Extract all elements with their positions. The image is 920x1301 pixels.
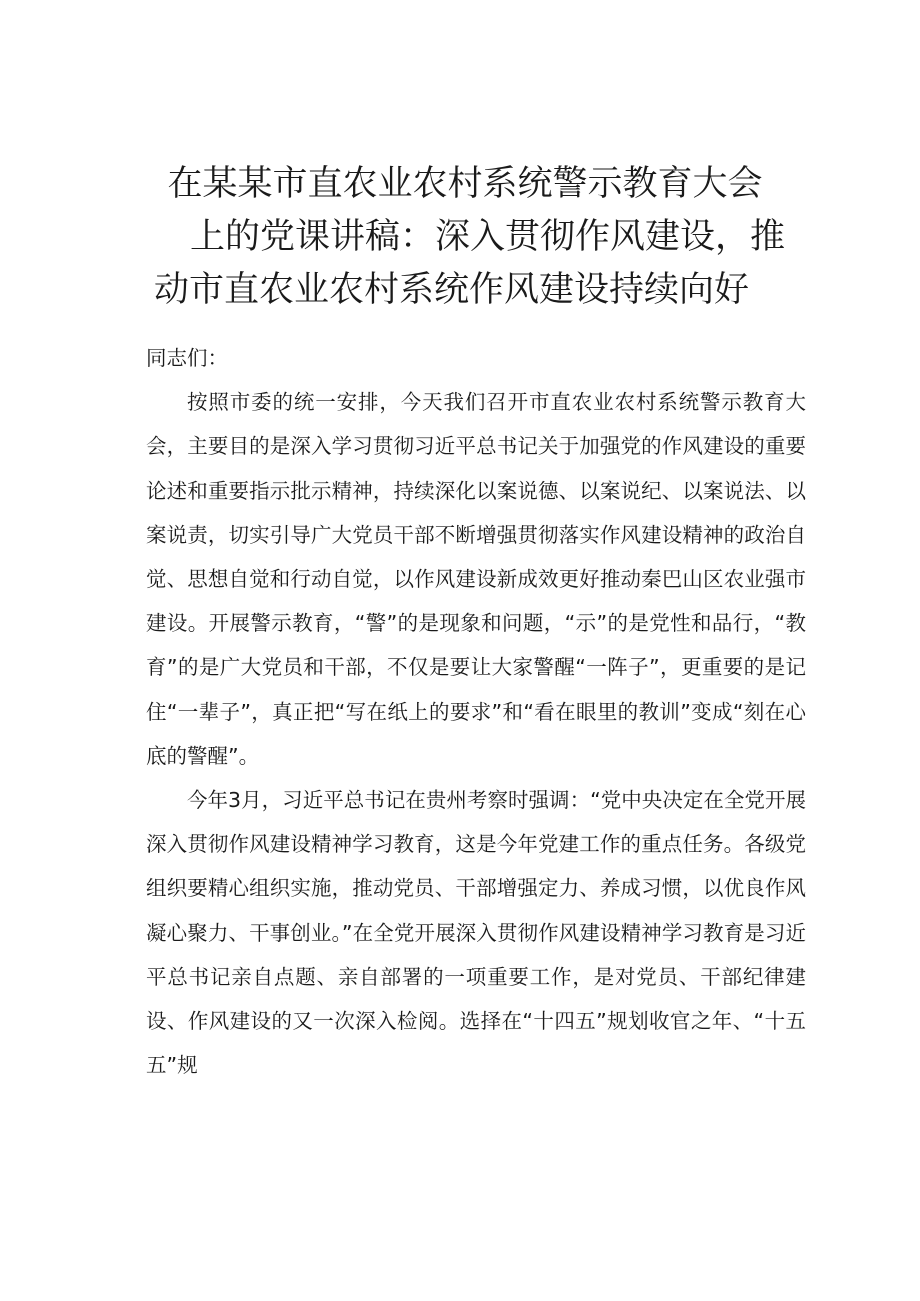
- title-line-2: 上的党课讲稿：深入贯彻作风建设，推: [190, 217, 786, 257]
- salutation: 同志们：: [146, 346, 228, 370]
- document-body: [146, 336, 806, 1087]
- body-paragraph-1: 按照市委的统一安排，今天我们召开市直农业农村系统警示教育大会，主要目的是深入学习贯彻习近平总书记关于加强党的作风建设的重要论述和重要指示批示精神，持续深化以案说德、以案说纪、以案说法、以案说责，切实引导广大党员干部不断增强贯彻落实作风建设精神的政治自觉、思想自觉和行动自觉，以作风建设新成效更好推动秦巴山区农业强市建设。开展警示教育，“警”的是现象和问题，“示”的是党性和品行，“教育”的是广大党员和干部，不仅是要让大家警醒“一阵子”，更重要的是记住“一辈子”，真正把“写在纸上的要求”和“看在眼里的教训”变成“刻在心底的警醒”。: [146, 390, 806, 768]
- title-line-1: 在某某市直农业农村系统警示教育大会: [167, 164, 763, 204]
- title-line-3: 动市直农业农村系统作风建设持续向好: [154, 270, 750, 310]
- body-paragraph-2: 今年3月，习近平总书记在贵州考察时强调：“党中央决定在全党开展深入贯彻作风建设精神学习教育，这是今年党建工作的重点任务。各级党组织要精心组织实施，推动党员、干部增强定力、养成习惯，以优良作风凝心聚力、干事创业。”在全党开展深入贯彻作风建设精神学习教育是习近平总书记亲自点题、亲自部署的一项重要工作，是对党员、干部纪律建设、作风建设的又一次深入检阅。选择在“十四五”规划收官之年、“十五五”规: [146, 788, 806, 1078]
- document-title: [140, 158, 790, 317]
